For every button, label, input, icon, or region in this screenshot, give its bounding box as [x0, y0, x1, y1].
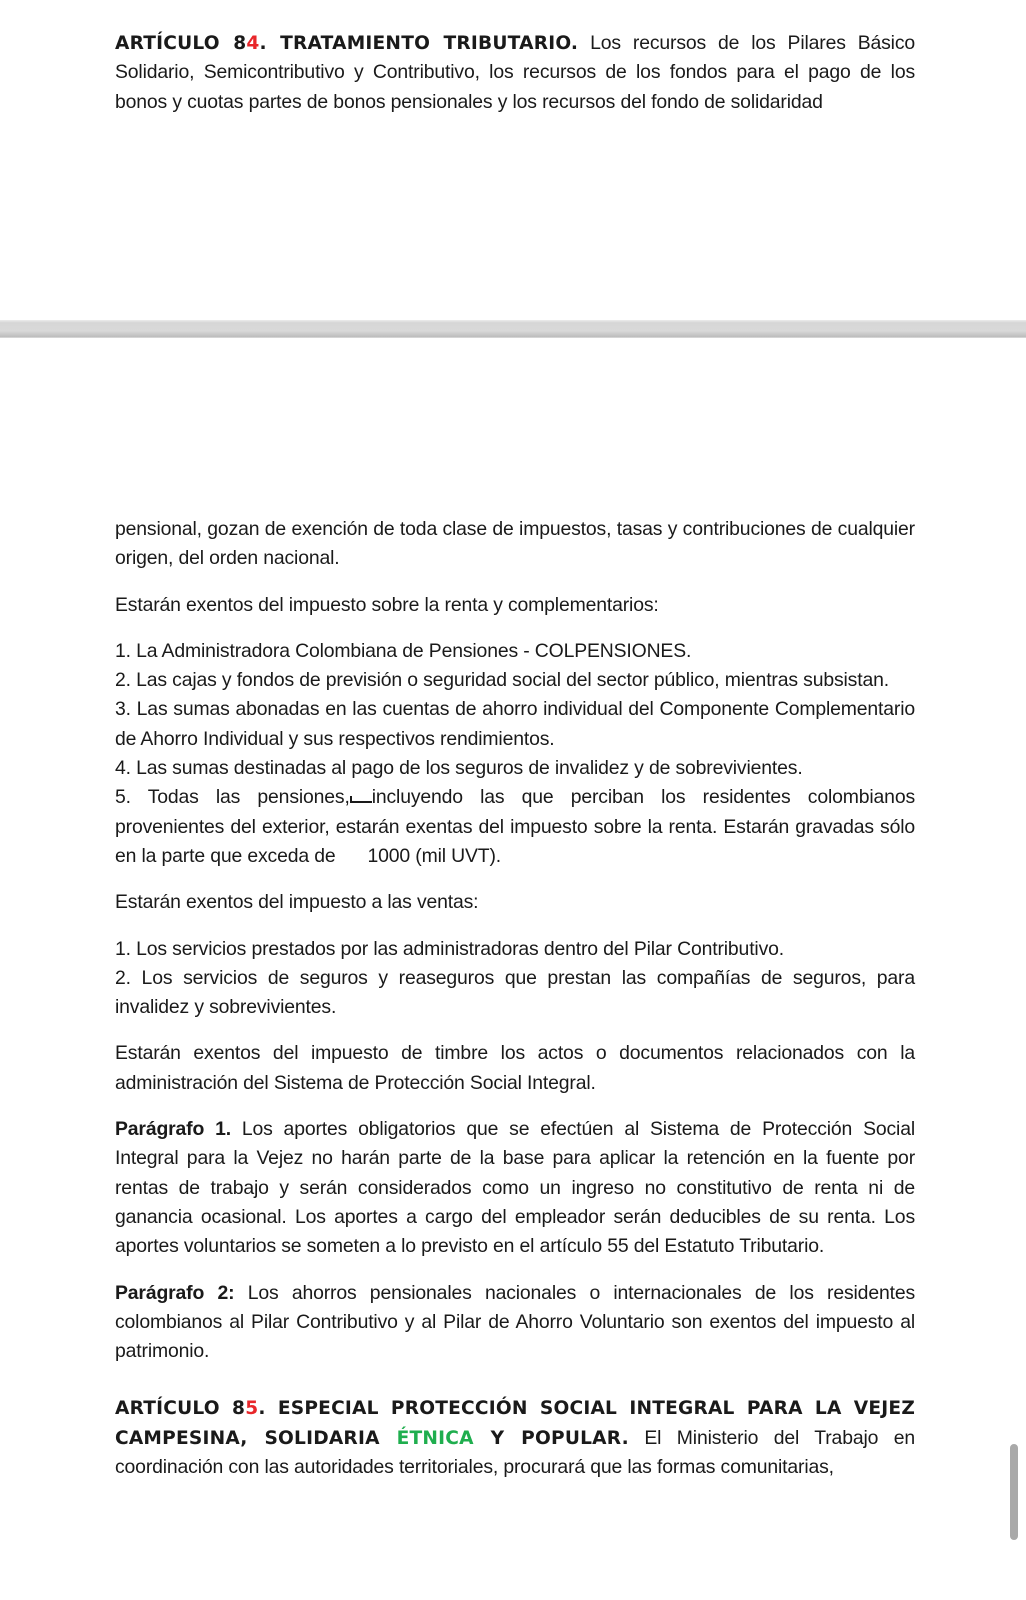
article-85-highlight-word: ÉTNICA — [396, 1427, 474, 1449]
paragrafo-2-label: Parágrafo 2: — [115, 1281, 235, 1304]
renta-item-4: 4. Las sumas destinadas al pago de los seguros de invalidez y de sobrevivientes. — [115, 757, 803, 780]
paragrafo-2: Parágrafo 2: Los ahorros pensionales nacionales o internacionales de los residentes colombianos al Pilar Contributivo y al Pilar de Ahorro Voluntario son exentos del impuesto al patrimonio. — [115, 1281, 916, 1363]
article-85-heading: ARTÍCULO 85. ESPECIAL PROTECCIÓN SOCIAL INTEGRAL PARA LA VEJEZ CAMPESINA, SOLIDARIA ÉTNICA Y POPULAR. — [115, 1398, 915, 1449]
renta-item-1: 1. La Administradora Colombiana de Pensiones - COLPENSIONES. — [115, 639, 692, 662]
renta-item-2: 2. Las cajas y fondos de previsión o seguridad social del sector público, mientras subsistan. — [115, 669, 889, 692]
ventas-list — [115, 935, 915, 1023]
page-break-divider — [0, 320, 1026, 338]
ventas-item-2: 2. Los servicios de seguros y reaseguros que prestan las compañías de seguros, para invalidez y sobrevivientes. — [115, 966, 915, 1019]
renta-intro: Estarán exentos del impuesto sobre la renta y complementarios: — [115, 593, 659, 616]
article-85-paragraph: ARTÍCULO 85. ESPECIAL PROTECCIÓN SOCIAL INTEGRAL PARA LA VEJEZ CAMPESINA, SOLIDARIA ÉTNICA Y POPULAR. El Ministerio del Trabajo en coordinación con las autoridades territoriales, procurará que las formas comunitarias, — [115, 1398, 915, 1479]
document-page-bottom — [0, 338, 1026, 1600]
timbre-paragraph: Estarán exentos del impuesto de timbre los actos o documentos relacionados con la administración del Sistema de Protección Social Integral. — [115, 1042, 915, 1094]
paragrafo-1-label: Parágrafo 1. — [115, 1118, 231, 1141]
vertical-scrollbar-thumb[interactable] — [1010, 1444, 1018, 1540]
article-84-heading: ARTÍCULO 84. TRATAMIENTO TRIBUTARIO. — [115, 33, 579, 54]
renta-item-5: 5. Todas las pensiones, incluyendo las que perciban los residentes colombianos provenientes del exterior, estarán exentas del impuesto sobre la renta. Estarán gravadas sólo en la parte que exceda de 1000 (mil UVT). — [115, 786, 915, 867]
paragrafo-1: Parágrafo 1. Los aportes obligatorios que se efectúen al Sistema de Protección Social Integral para la Vejez no harán parte de la base para aplicar la retención en la fuente por rentas de trabajo y serán considerados como un ingreso no constitutivo de renta ni de ganancia ocasional. Los aportes a cargo del empleador serán deducibles de su renta. Los aportes voluntarios se someten a lo previsto en el artículo 55 del Estatuto Tributario. — [115, 1118, 915, 1258]
article-84-number-highlight: 4 — [246, 33, 260, 54]
article-84-body — [115, 515, 915, 1482]
article-84-paragraph-continued: pensional, gozan de exención de toda clase de impuestos, tasas y contribuciones de cualquier origen, del orden nacional. — [115, 518, 915, 570]
insertion-mark-icon — [350, 787, 372, 803]
article-84-intro — [115, 29, 915, 117]
ventas-intro: Estarán exentos del impuesto a las ventas: — [115, 891, 479, 914]
article-84-paragraph-start: ARTÍCULO 84. TRATAMIENTO TRIBUTARIO. Los recursos de los Pilares Básico Solidario, Semicontributivo y Contributivo, los recursos de los fondos para el pago de los bonos y cuotas partes de bonos pensionales y los recursos del fondo de solidaridad — [115, 32, 916, 113]
renta-list — [115, 637, 915, 871]
document-page-top — [0, 0, 1026, 320]
article-85-number-highlight: 5 — [245, 1398, 259, 1420]
renta-item-3: 3. Las sumas abonadas en las cuentas de ahorro individual del Componente Complementario de Ahorro Individual y sus respectivos rendimientos. — [115, 698, 915, 750]
ventas-item-1: 1. Los servicios prestados por las administradoras dentro del Pilar Contributivo. — [115, 937, 785, 960]
